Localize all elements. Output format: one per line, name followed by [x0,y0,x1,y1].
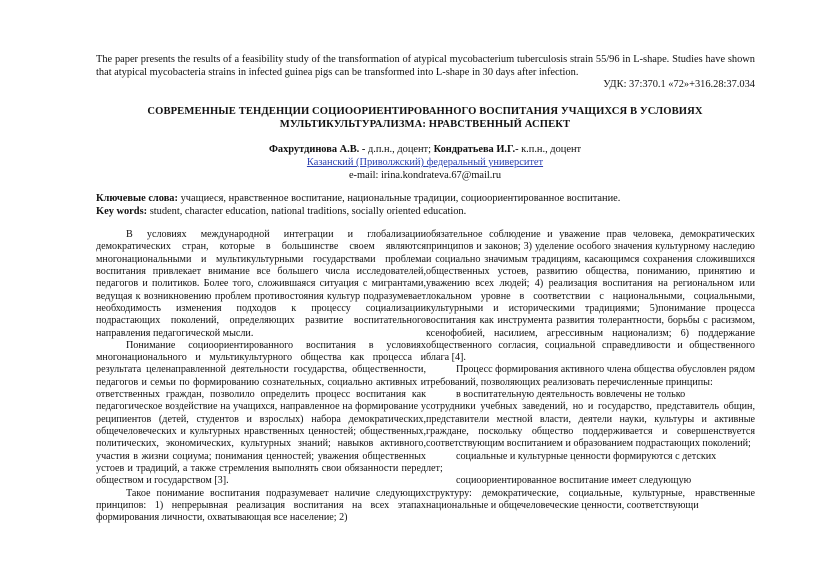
affiliation-line [60,156,790,169]
right-list-item-2: социальные и культурные ценности формируются с детских [456,450,717,462]
keywords-en-label: Key words: [96,206,148,217]
right-list-item-1: в воспитательную деятельность вовлечены не только [456,389,686,401]
keywords-english [96,205,776,218]
udc-code: УДК: 37:370.1 «72»+316.28:37.034 [603,79,755,90]
author-2-name: Кондратьева И.Г.- [433,144,519,155]
keywords-ru-text: учащиеся, нравственное воспитание, национальные традиции, социоориентированное воспитание. [177,193,621,204]
author-1-degree: д.п.н., доцент; [365,144,434,155]
body-column-right [426,229,755,512]
authors-line [60,143,790,156]
keywords-en-text: student, character education, national traditions, socially oriented education. [147,206,467,217]
title-line-2: МУЛЬТИКУЛЬТУРАЛИЗМА: НРАВСТВЕННЫЙ АСПЕКТ [279,119,571,130]
author-2-degree: к.п.н., доцент [518,144,582,155]
keywords-russian [96,192,776,205]
right-paragraph-1: обязательное соблюдение и уважение прав человека, демократических принципов и законов; 3) уделение особого значения культурному наследию и социально значимым традициям, касающимся сохранения сложившихся общественных устоев, развитию общества, пониманию, принятию и уважению всех людей; 4) реализация воспитания на региональном или локальном уровне в соответствии с национальными, социальными, культурными и историческими традициями; 5)понимание процесса воспитания как инструмента развития толерантности, борьбы с расизмом, ксенофобией, насилием, агрессивным национализм; 6) поддержание общественного согласия, социальной справедливости и общественного блага [4]. [426,229,755,364]
right-list-item-3: социоориентированное воспитание имеет следующую [456,475,692,487]
email-line: e-mail: irina.kondrateva.67@mail.ru [348,170,502,181]
author-1-name: Фахрутдинова А.В. - [268,144,366,155]
keywords-ru-label: Ключевые слова: [96,193,178,204]
paper-title [60,105,790,131]
right-paragraph-2: Процесс формирования активного члена общества обусловлен рядом требований, позволяющих реализовать перечисленные принципы: [426,364,755,388]
title-line-1: СОВРЕМЕННЫЕ ТЕНДЕНЦИИ СОЦИООРИЕНТИРОВАННОГО ВОСПИТАНИЯ УЧАЩИХСЯ В УСЛОВИЯХ [147,106,703,117]
left-paragraph-3: Такое понимание воспитания подразумевает наличие следующих принципов: 1) непрерывная реализация воспитания на всех этапах формирования личности, охватывающая все население; 2) [96,487,426,524]
right-list-item-1-cont: сотрудники учебных заведений, но и государство, представитель общин, представители местной власти, деятели науки, культуры и активные граждане, поскольку общество поддерживается и совершенствуется соответствующим воспитанием и образованием подрастающих поколений; [426,401,755,450]
affiliation-link[interactable]: Казанский (Приволжский) федеральный университет [306,157,544,168]
left-paragraph-2: Понимание социоориентированного воспитания в условиях многонационального и мультикультурного общества как процесса и результата целенаправленной деятельности государства, общественности, педагогов и семьи по формированию сознательных, социально активных и ответственных граждан, позволило определить процесс воспитания как педагогическое воздействие на учащихся, направленное на формирование у реципиентов (детей, студентов и взрослых) набора демократических, общечеловеческих и культурных нравственных ценностей; общественных, политических, экономических, культурных знаний; навыков активного, участия в жизни социума; понимания ценностей; уважения общественных устоев и традиций, а также стремления выполнять свои обязанности перед обществом и государством [3]. [96,339,426,487]
right-list-item-3-cont: структуру: демократические, социальные, культурные, нравственные национальные и общечеловеческие ценности, соответствующи [426,487,755,511]
right-list-item-2-cont: лет; [426,462,443,474]
body-column-left [96,229,426,525]
left-paragraph-1: В условиях международной интеграции и глобализации демократических стран, которые в большинстве своем являются многонациональными и мультикультурными государствами проблема воспитания привлекает внимание все большего числа исследователей, педагогов и политиков. Более того, сложившаяся ситуация с мигрантами, ведущая к возникновению проблем противостояния культур подразумевает необходимость изменения подходов к процессу социализации подрастающих поколений, определяющих развитие воспитательного направления педагогической мысли. [96,229,426,339]
abstract-english: The paper presents the results of a feasibility study of the transformation of atypical mycobacterium tuberculosis strain 55/96 in L-shape. Studies have shown that atypical mycobacteria strains in infected guinea pigs can be transformed into L-shape in 30 days after infection. [96,54,755,79]
